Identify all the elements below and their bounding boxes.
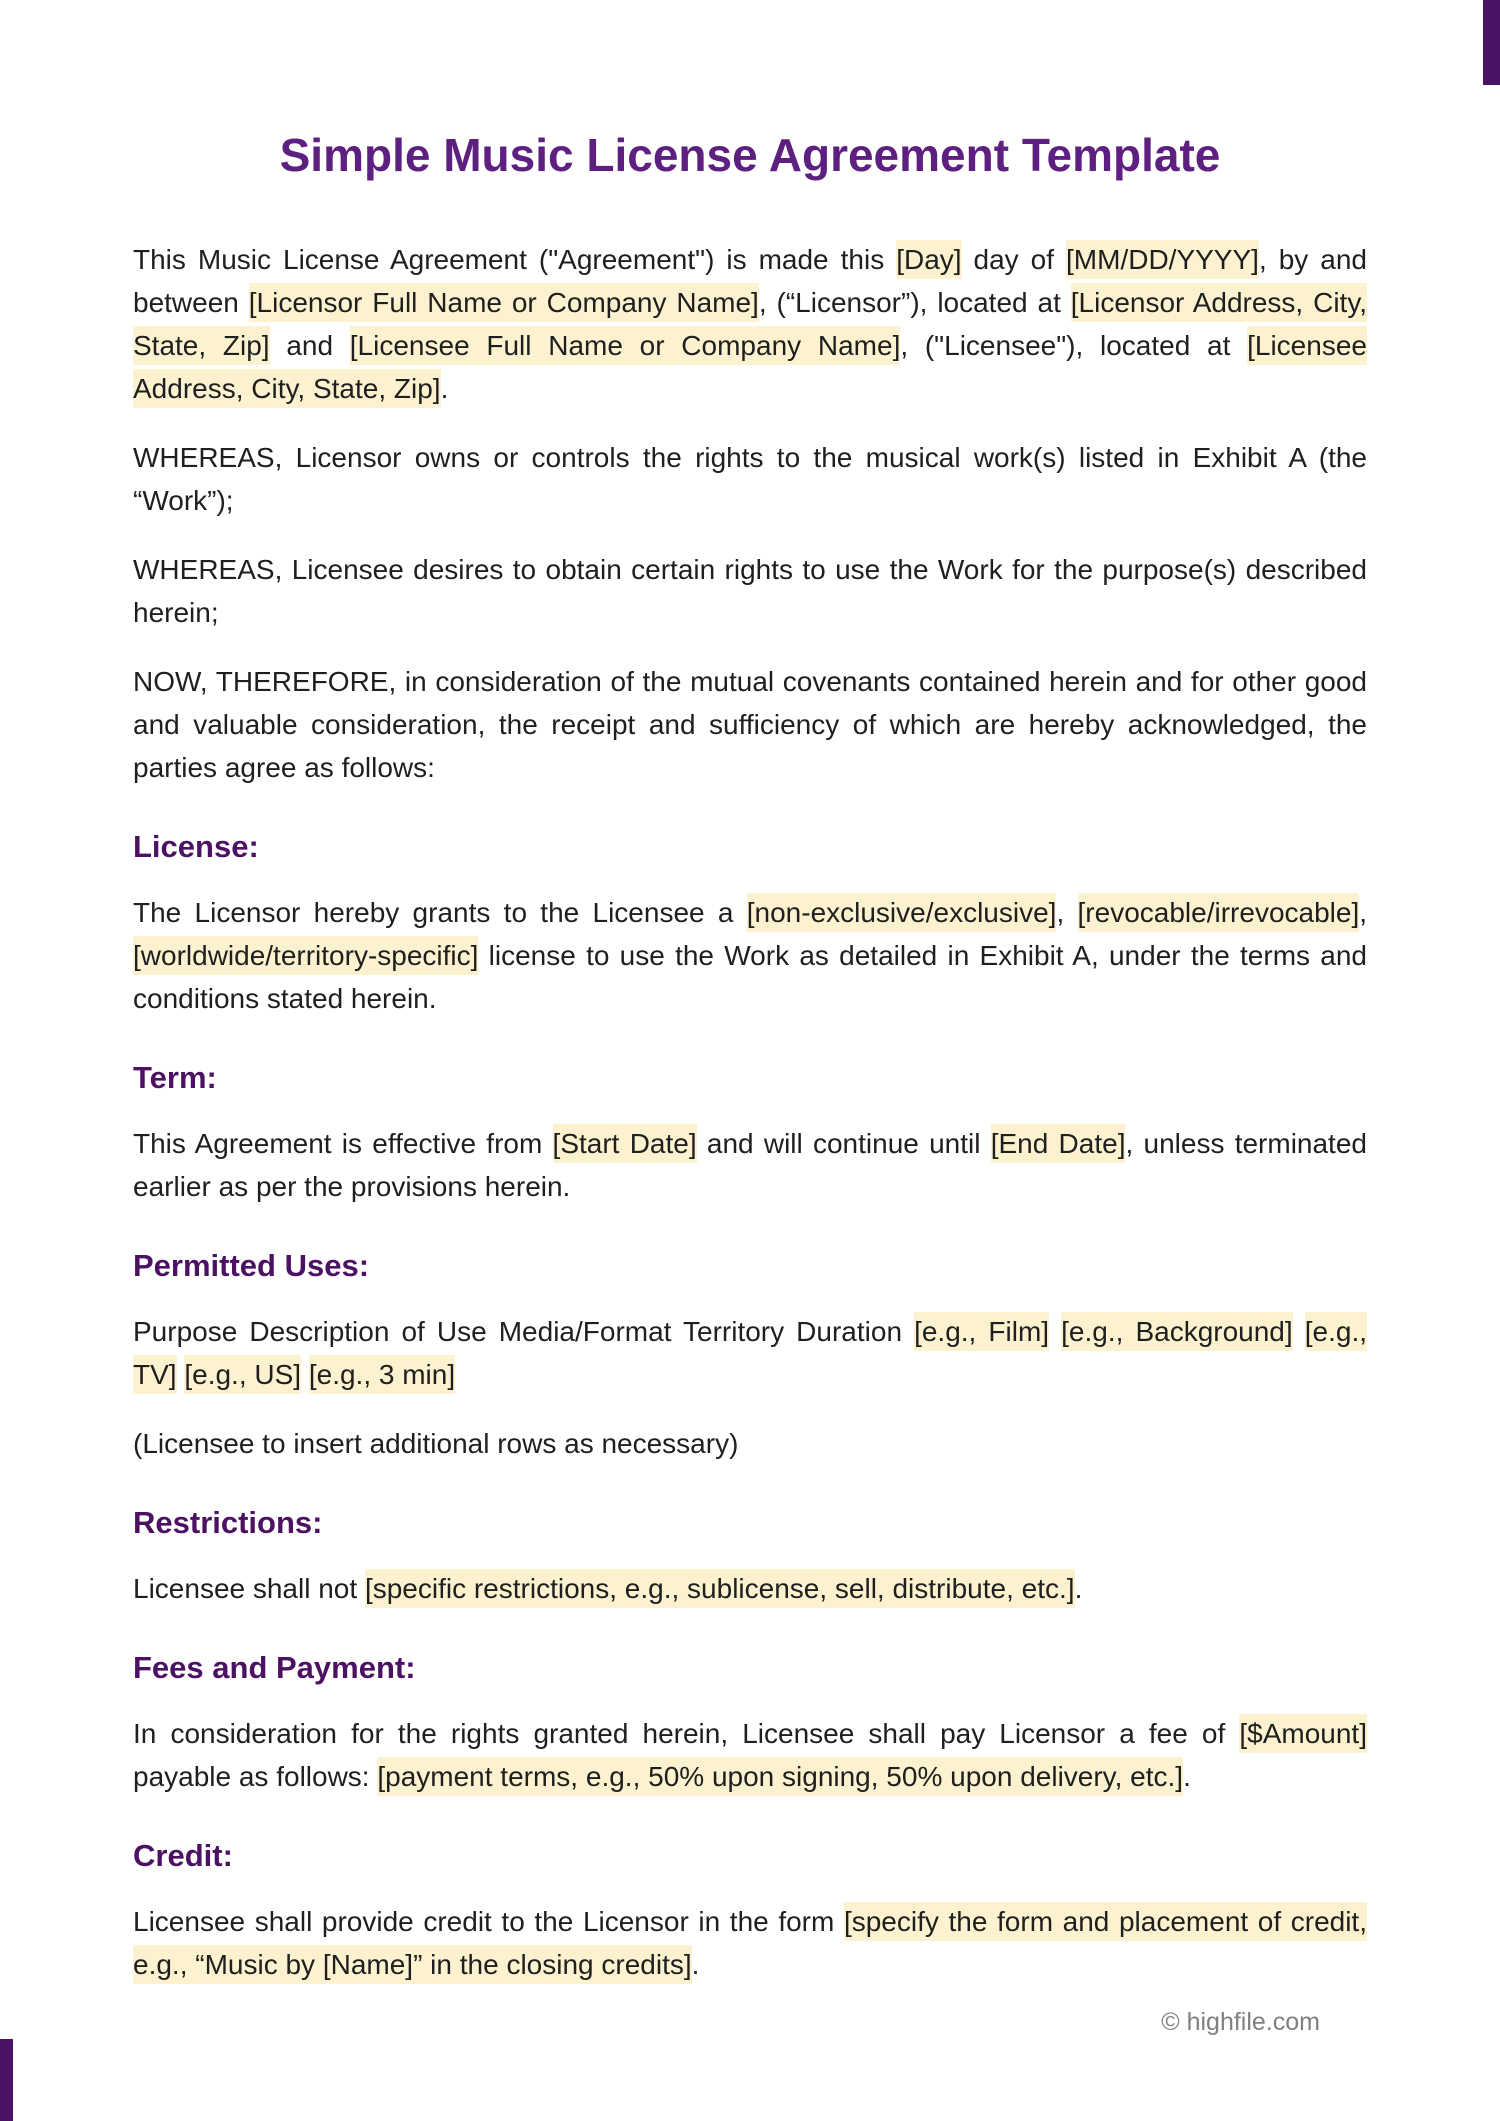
text-run: license to use the Work as detailed in Exhibit A, under the terms and conditions stated herein. [133,940,1367,1014]
placeholder-field: [End Date] [991,1124,1126,1163]
license-paragraph [133,891,1367,1020]
text-run: This Agreement is effective from [133,1128,553,1159]
text-run: The Licensor hereby grants to the Licensee a [133,897,747,928]
placeholder-field: [Licensor Address, City, State, Zip] [133,283,1367,365]
placeholder-field: [Licensee Full Name or Company Name] [350,326,901,365]
placeholder-field: [revocable/irrevocable] [1078,893,1360,932]
placeholder-field: [e.g., Background] [1061,1312,1293,1351]
text-run: NOW, THEREFORE, in consideration of the mutual covenants contained herein and for other good and valuable consideration, the receipt and sufficiency of which are hereby acknowledged, the parties agree as follows: [133,666,1367,783]
text-run: payable as follows: [133,1761,378,1792]
text-run: , ("Licensee"), located at [900,330,1248,361]
placeholder-field: [specify the form and placement of credit, e.g., “Music by [Name]” in the closing credits] [133,1902,1367,1984]
section-heading-credit: Credit: [133,1838,233,1873]
credit-paragraph [133,1900,1367,1986]
text-run: (Licensee to insert additional rows as necessary) [133,1428,739,1459]
intro-paragraph-parties [133,238,1367,410]
text-run: This Music License Agreement ("Agreement") is made this [133,244,897,275]
placeholder-field: [e.g., TV] [133,1312,1367,1394]
footer-credit: © highfile.com [1161,2008,1320,2036]
text-run: Licensee shall not [133,1573,365,1604]
restrictions-paragraph [133,1567,1367,1610]
placeholder-field: [specific restrictions, e.g., sublicense, sell, distribute, etc.] [365,1569,1075,1608]
text-run [301,1359,309,1390]
placeholder-field: [Start Date] [553,1124,697,1163]
text-run: day of [961,244,1067,275]
placeholder-field: [payment terms, e.g., 50% upon signing, 50% upon delivery, etc.] [377,1757,1183,1796]
text-run: and [269,330,350,361]
whereas-paragraph-licensor [133,436,1367,522]
top-right-accent-bar [1483,0,1500,85]
text-run: , (“Licensor”), located at [758,287,1071,318]
text-run: , unless terminated earlier as per the provisions herein. [133,1128,1367,1202]
section-heading-license: License: [133,829,259,864]
placeholder-field: [$Amount] [1239,1714,1367,1753]
permitted-uses-note [133,1422,1367,1465]
text-run [1049,1316,1061,1347]
text-run: , by and between [133,244,1367,318]
text-run: , [1056,897,1078,928]
text-run: Purpose Description of Use Media/Format Territory Duration [133,1316,915,1347]
text-run: . [440,373,449,404]
permitted-uses-paragraph [133,1310,1367,1396]
placeholder-field: [e.g., US] [184,1355,301,1394]
placeholder-field: [Day] [896,240,961,279]
document-title: Simple Music License Agreement Template [279,129,1221,181]
placeholder-field: [MM/DD/YYYY] [1066,240,1259,279]
section-heading-restrictions: Restrictions: [133,1505,323,1540]
text-run: . [1183,1761,1191,1792]
section-heading-permitted-uses: Permitted Uses: [133,1248,370,1283]
placeholder-field: [e.g., 3 min] [309,1355,455,1394]
term-paragraph [133,1122,1367,1208]
fees-paragraph [133,1712,1367,1798]
placeholder-field: [Licensor Full Name or Company Name] [249,283,759,322]
placeholder-field: [e.g., Film] [914,1312,1049,1351]
text-run: and will continue until [696,1128,991,1159]
text-run: WHEREAS, Licensee desires to obtain certain rights to use the Work for the purpose(s) described herein; [133,554,1367,628]
text-run: , [1359,897,1368,928]
placeholder-field: [Licensee Address, City, State, Zip] [133,326,1367,408]
text-run: . [691,1949,700,1980]
bottom-left-accent-bar [0,2039,13,2121]
whereas-paragraph-licensee [133,548,1367,634]
now-therefore-paragraph [133,660,1367,789]
section-heading-term: Term: [133,1060,217,1095]
section-heading-fees: Fees and Payment: [133,1650,416,1685]
text-run: . [1074,1573,1083,1604]
text-run: WHEREAS, Licensor owns or controls the rights to the musical work(s) listed in Exhibit A (the “Work”); [133,442,1367,516]
placeholder-field: [non-exclusive/exclusive] [747,893,1057,932]
text-run [1293,1316,1305,1347]
text-run: In consideration for the rights granted herein, Licensee shall pay Licensor a fee of [133,1718,1240,1749]
text-run: Licensee shall provide credit to the Licensor in the form [133,1906,844,1937]
placeholder-field: [worldwide/territory-specific] [133,936,478,975]
